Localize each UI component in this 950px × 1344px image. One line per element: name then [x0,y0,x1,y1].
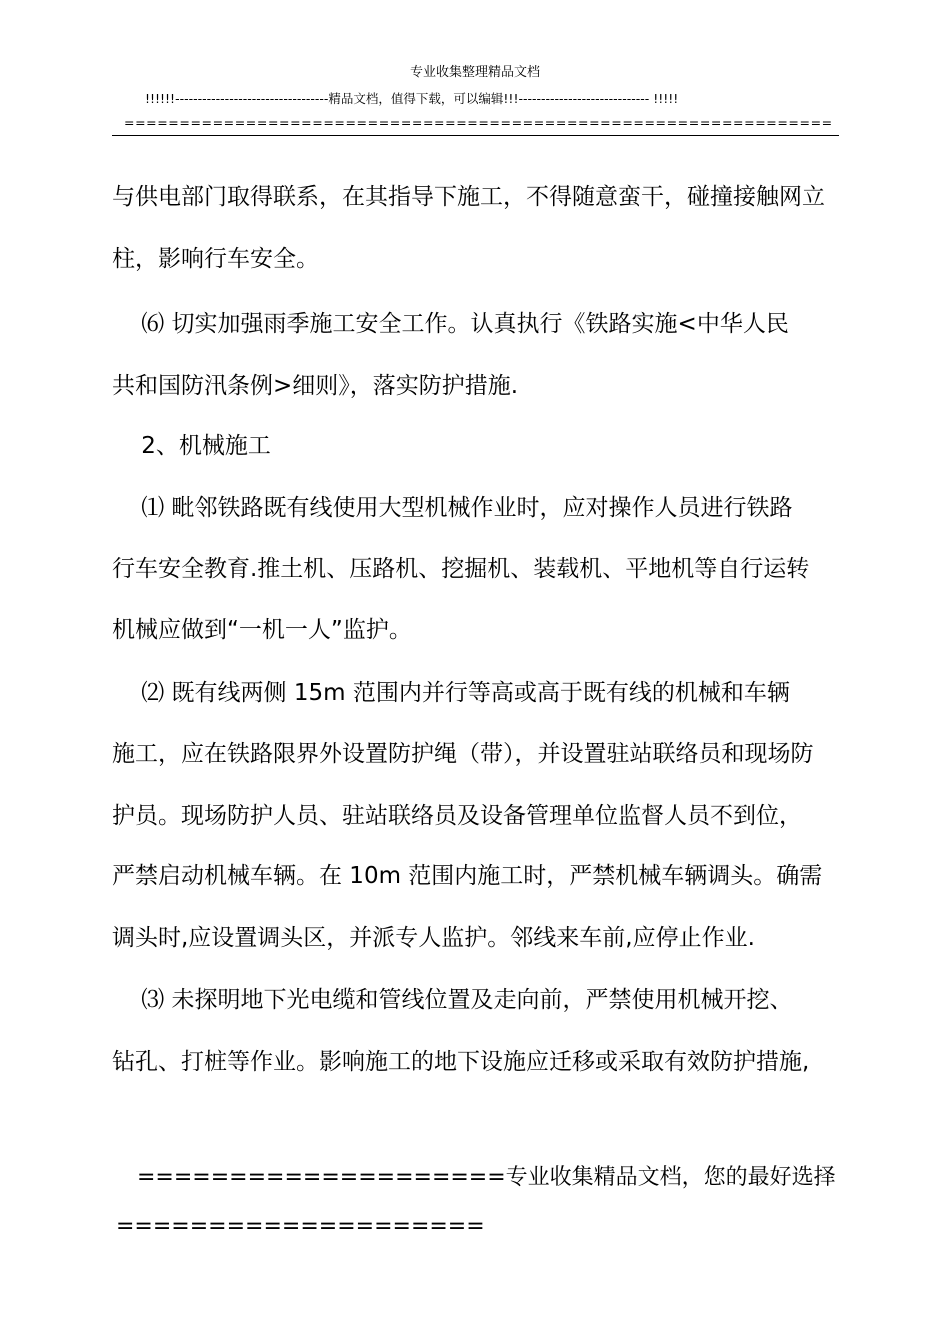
body-line: 严禁启动机械车辆。在 10m 范围内施工时，严禁机械车辆调头。确需 [112,863,823,889]
header-banner: !!!!!!----------------------------------精品文档，值得下载，可以编辑!!!----------------------------- !!!!! [145,91,679,106]
footer-separator: ==================== [116,1214,485,1239]
header-title: 专业收集整理精品文档 [409,65,540,80]
body-line: 钻孔、打桩等作业。影响施工的地下设施应迁移或采取有效防护措施, [112,1049,810,1075]
body-line: 行车安全教育.推土机、压路机、挖掘机、装载机、平地机等自行运转 [112,556,810,582]
section-heading: 2、机械施工 [112,433,271,459]
body-line: ⑹ 切实加强雨季施工安全工作。认真执行《铁路实施<中华人民 [112,311,789,337]
body-line: 共和国防汛条例>细则》，落实防护措施. [112,373,519,399]
body-line: ⑶ 未探明地下光电缆和管线位置及走向前，严禁使用机械开挖、 [112,987,793,1013]
body-line: 护员。现场防护人员、驻站联络员及设备管理单位监督人员不到位， [112,803,802,829]
body-line: 与供电部门取得联系，在其指导下施工，不得随意蛮干，碰撞接触网立 [112,184,825,210]
footer-banner: ====================专业收集精品文档，您的最好选择 [137,1165,836,1190]
body-line: 施工，应在铁路限界外设置防护绳（带），并设置驻站联络员和现场防 [112,741,814,767]
body-line: 调头时,应设置调头区，并派专人监护。邻线来车前,应停止作业. [112,925,755,951]
body-line: 机械应做到“一机一人”监护。 [112,617,412,643]
body-line: ⑵ 既有线两侧 15m 范围内并行等高或高于既有线的机械和车辆 [112,680,790,706]
header-separator-text: ================================================================ [124,115,833,130]
header-rule [112,135,839,136]
body-line: ⑴ 毗邻铁路既有线使用大型机械作业时，应对操作人员进行铁路 [112,495,793,521]
body-line: 柱，影响行车安全。 [112,246,319,272]
